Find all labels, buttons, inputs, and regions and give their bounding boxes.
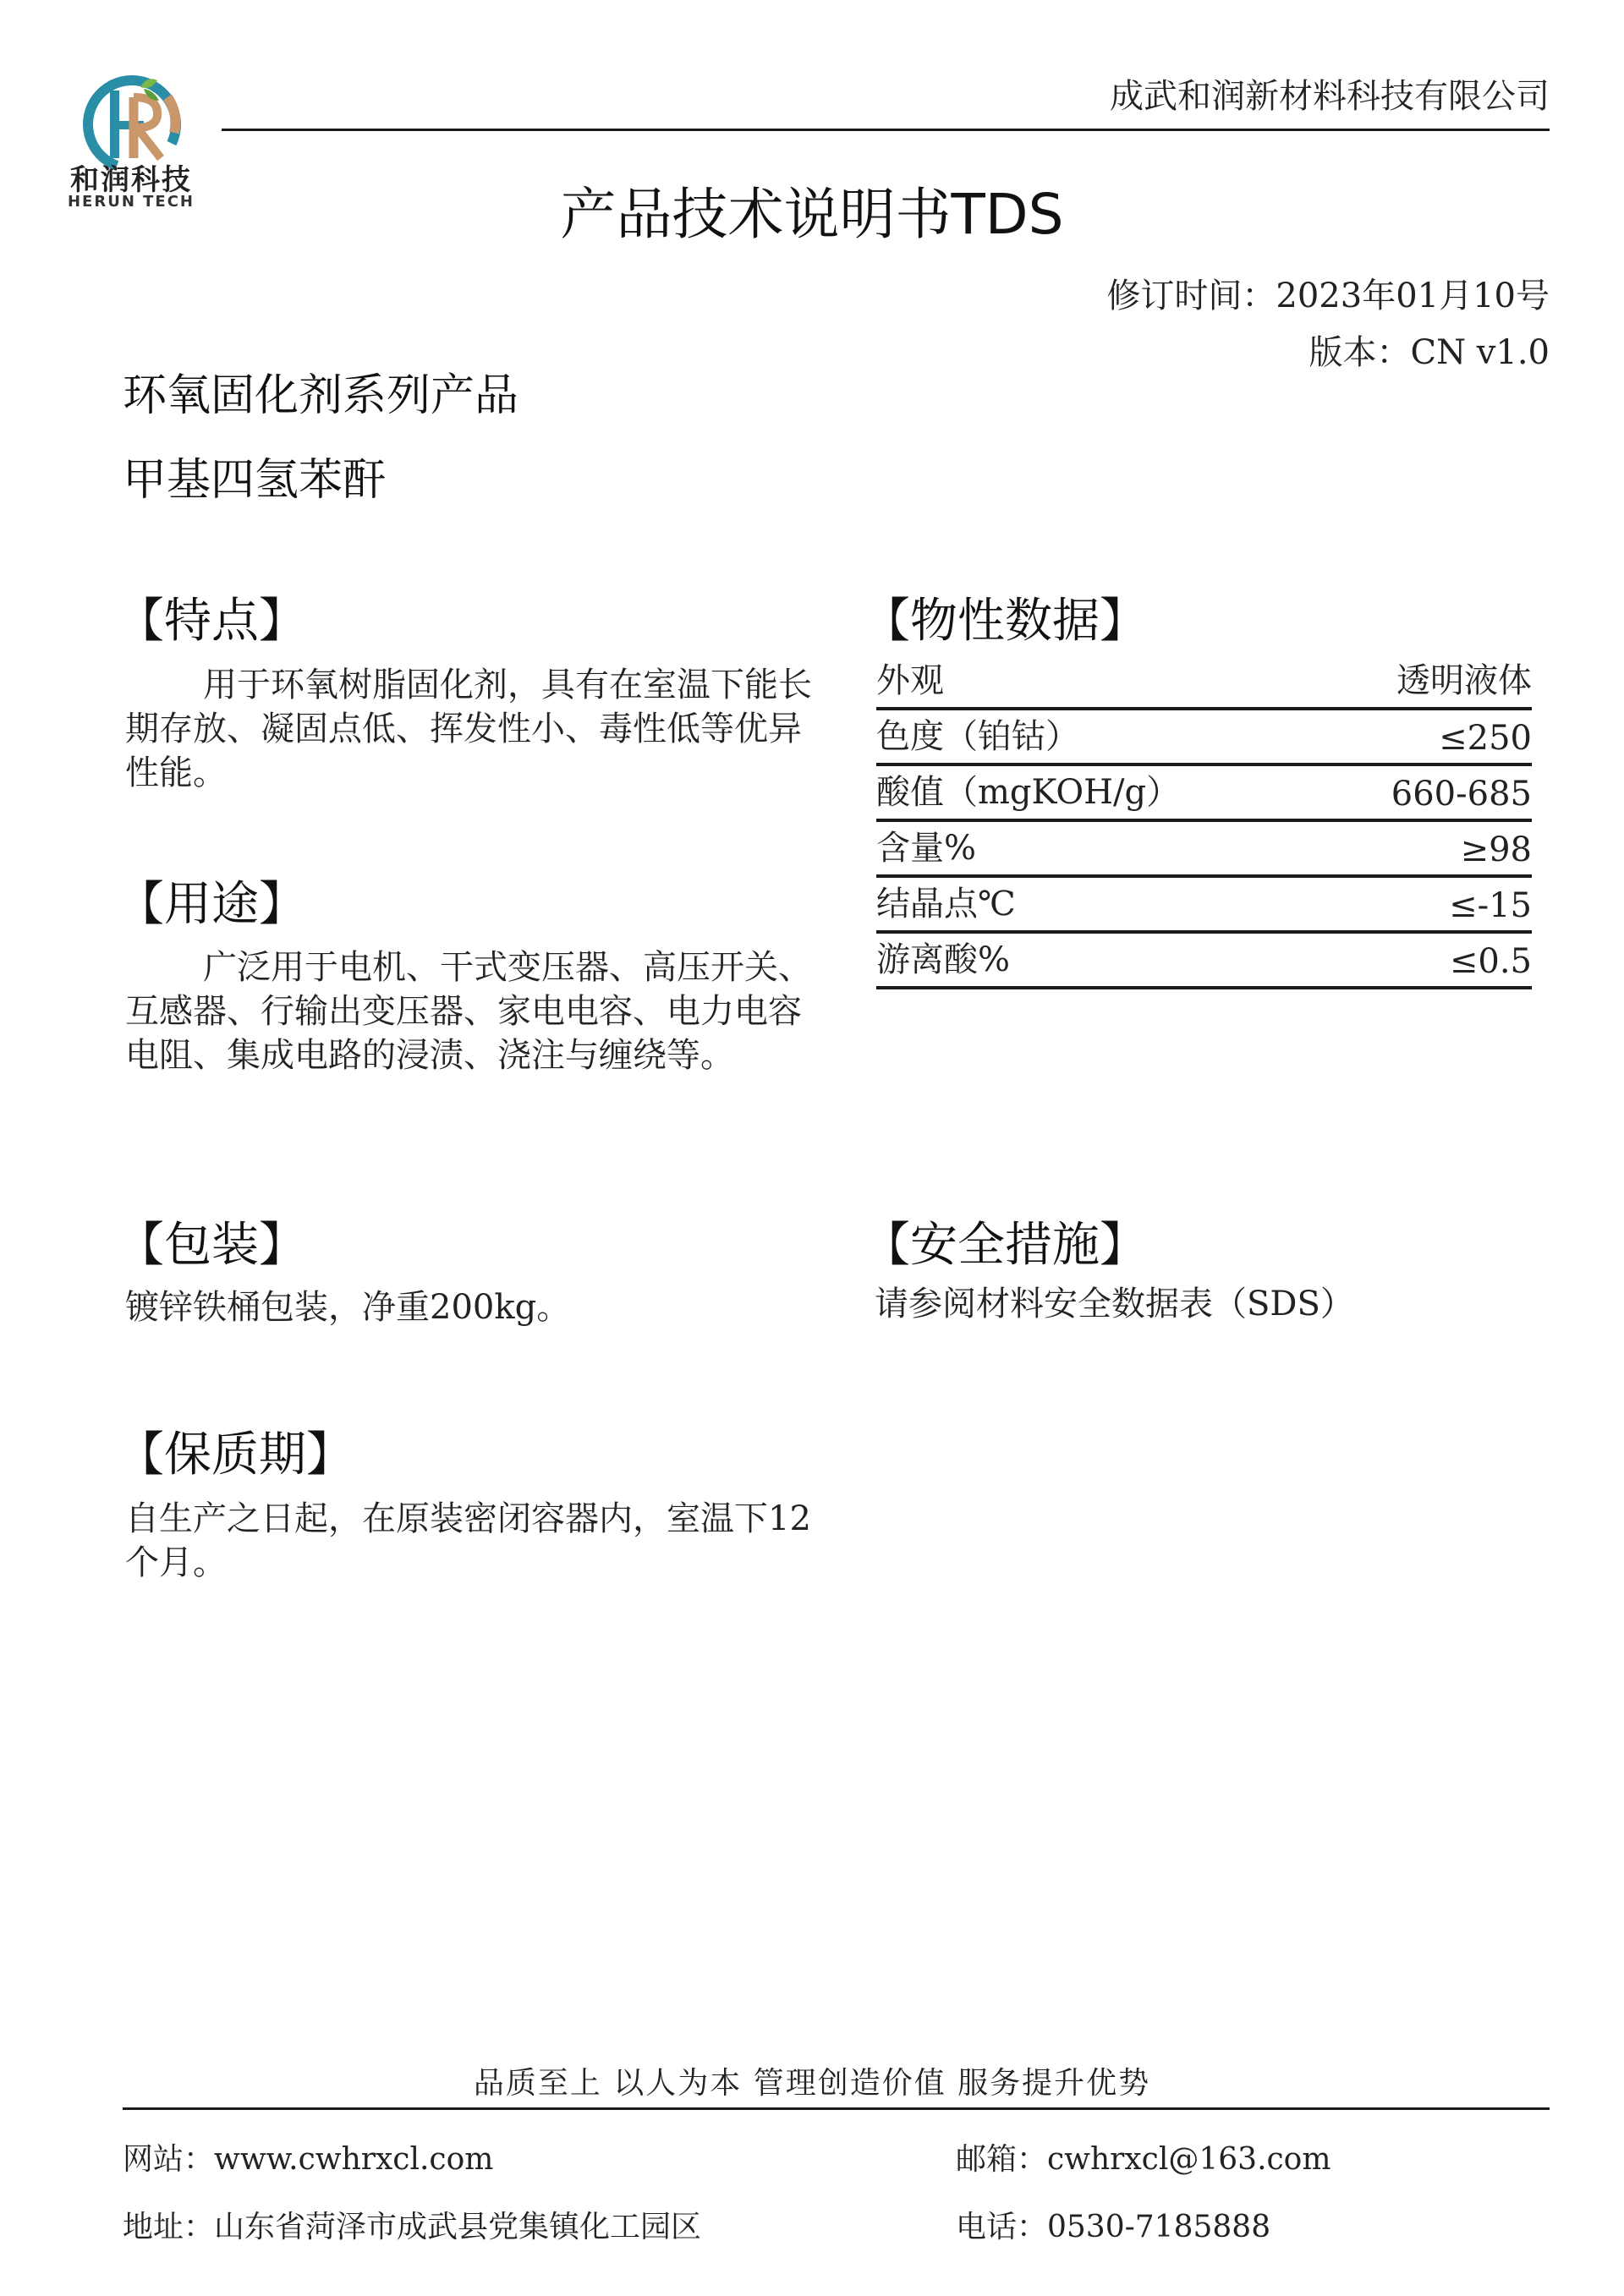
property-row — [876, 710, 1532, 766]
email-text: 邮箱：cwhrxcl@163.com — [956, 2142, 1331, 2177]
shelf-life-heading: 【保质期】 — [117, 1427, 354, 1482]
property-name: 色度（铂钴） — [876, 717, 1079, 756]
company-slogan: 品质至上 以人为本 管理创造价值 服务提升优势 — [473, 2066, 1151, 2101]
version-label: 版本：CN v1.0 — [1309, 333, 1550, 372]
property-value: ≥98 — [1460, 830, 1532, 869]
features-heading: 【特点】 — [117, 594, 306, 649]
packaging-text: 镀锌铁桶包装，净重200kg。 — [125, 1288, 571, 1327]
website-text: 网站：www.cwhrxcl.com — [123, 2142, 494, 2177]
company-name: 成武和润新材料科技有限公司 — [1110, 77, 1550, 116]
property-row — [876, 766, 1532, 822]
property-name: 酸值（mgKOH/g） — [876, 773, 1181, 812]
property-row — [876, 934, 1532, 989]
phone-text: 电话：0530-7185888 — [956, 2210, 1271, 2244]
address-text: 地址：山东省菏泽市成武县党集镇化工园区 — [123, 2210, 702, 2244]
safety-heading: 【安全措施】 — [863, 1218, 1147, 1273]
property-value: ≤0.5 — [1449, 942, 1532, 981]
uses-heading: 【用途】 — [117, 877, 306, 932]
logo-english-name: HERUN TECH — [67, 193, 195, 211]
property-name: 游离酸% — [876, 940, 1011, 979]
shelf-life-text: 自生产之日起，在原装密闭容器内，室温下12个月。 — [125, 1499, 811, 1582]
property-value: 660-685 — [1391, 775, 1532, 814]
uses-text: 广泛用于电机、干式变压器、高压开关、互感器、行输出变压器、家电电容、电力电容电阻、集成电路的浸渍、浇注与缠绕等。 — [125, 948, 812, 1075]
product-name: 甲基四氢苯酐 — [123, 455, 387, 506]
header-divider — [222, 129, 1550, 131]
product-series: 环氧固化剂系列产品 — [123, 370, 519, 421]
property-value: 透明液体 — [1396, 661, 1532, 700]
logo-chinese-name: 和润科技 — [70, 163, 192, 197]
safety-text: 请参阅材料安全数据表（SDS） — [875, 1285, 1354, 1323]
properties-table — [876, 660, 1532, 989]
property-row — [876, 660, 1532, 710]
property-name: 结晶点℃ — [876, 885, 1016, 923]
property-value: ≤250 — [1439, 719, 1532, 758]
property-name: 外观 — [876, 661, 944, 700]
property-name: 含量% — [876, 829, 977, 868]
revision-date: 修订时间：2023年01月10号 — [1106, 277, 1550, 315]
properties-heading: 【物性数据】 — [863, 594, 1147, 649]
packaging-heading: 【包装】 — [117, 1218, 306, 1273]
property-value: ≤-15 — [1449, 886, 1532, 925]
property-row — [876, 878, 1532, 934]
document-title: 产品技术说明书TDS — [560, 182, 1064, 247]
footer-divider — [123, 2107, 1550, 2110]
property-row — [876, 822, 1532, 878]
features-text: 用于环氧树脂固化剂，具有在室温下能长期存放、凝固点低、挥发性小、毒性低等优异性能。 — [125, 666, 812, 792]
